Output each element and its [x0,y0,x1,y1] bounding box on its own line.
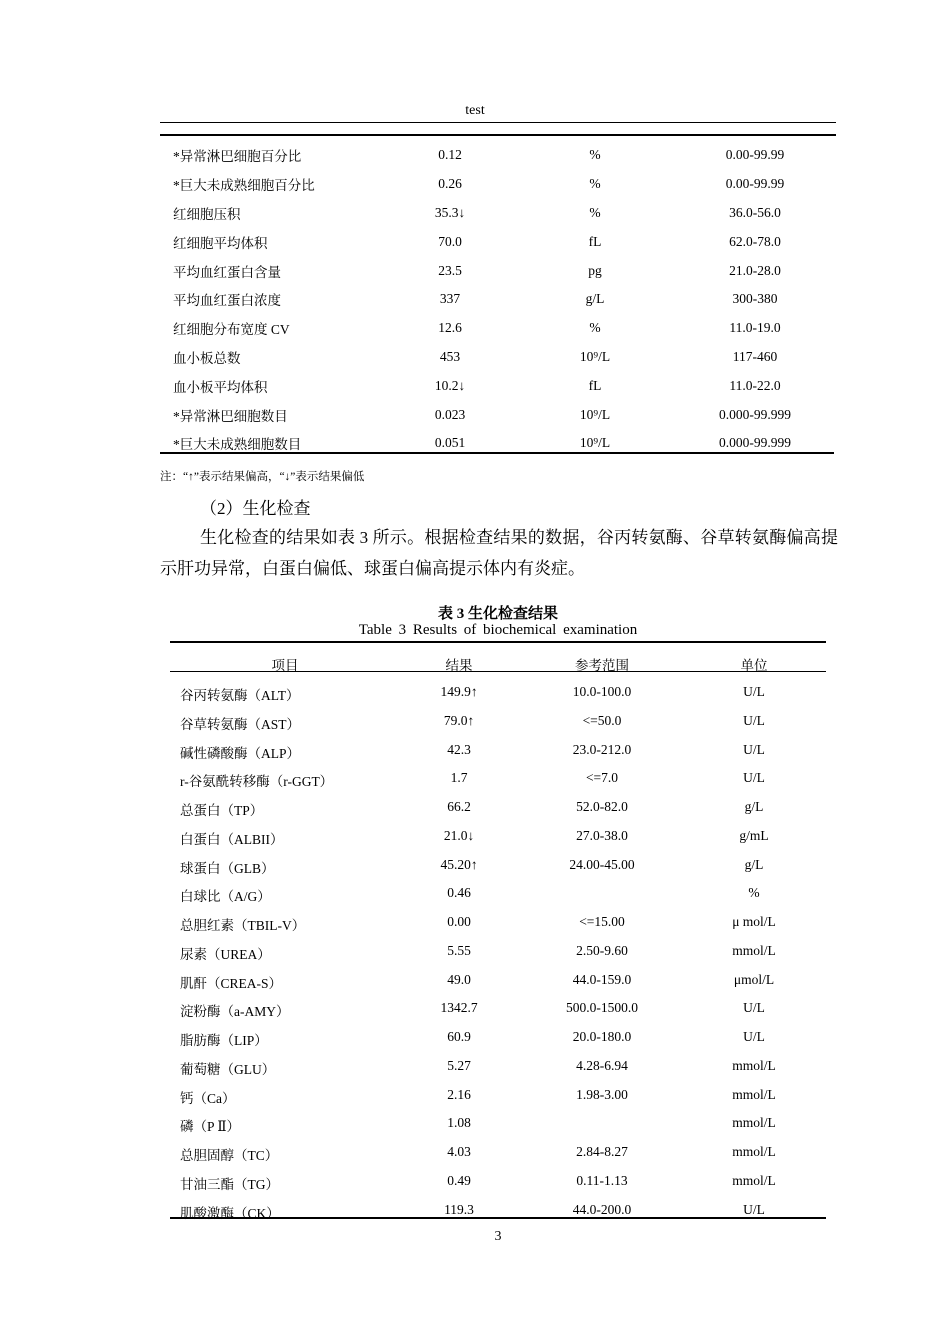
header-range: 参考范围 [575,658,629,673]
cell-unit: % [748,885,760,901]
table-row [160,314,836,343]
cell-name: *巨大未成熟细胞数目 [173,437,302,453]
table3-caption-en: Table 3 Results of biochemical examination [358,622,638,638]
cell-result: 21.0↓ [443,827,475,843]
table3-bottom-rule [170,1217,826,1219]
cell-unit: fL [588,233,602,249]
cell-result: 1.08 [447,1115,471,1131]
cell-name: 平均血红蛋白浓度 [173,293,281,309]
cell-range: 1.98-3.00 [576,1086,628,1102]
table-row [160,141,836,170]
cell-value: 0.051 [434,435,466,451]
table-row [170,822,826,851]
cell-value: 35.3↓ [434,204,466,220]
header-rule [160,122,836,123]
cell-range: 11.0-22.0 [729,377,781,393]
cell-range: 23.0-212.0 [572,741,632,757]
cell-value: 453 [439,348,461,364]
cell-unit: mmol/L [732,1057,776,1073]
table-row [170,966,826,995]
cell-unit: U/L [743,684,765,699]
cell-range: 27.0-38.0 [576,827,628,843]
cell-result: 49.0 [447,971,471,987]
cell-unit: U/L [743,741,765,757]
cell-value: 70.0 [438,233,462,249]
cell-unit: μmol/L [733,971,775,987]
cell-item: 钙（Ca） [180,1090,236,1106]
cell-value: 337 [439,291,461,307]
cell-unit: 10⁹/L [579,406,611,422]
cell-result: 5.27 [447,1057,471,1073]
header-result: 结果 [445,658,473,673]
table-row [170,1138,826,1167]
cell-name: 红细胞压积 [173,206,241,222]
cell-item: 总胆红素（TBIL-V） [180,918,306,933]
page-number: 3 [494,1229,502,1244]
cell-unit: mmol/L [732,1172,776,1188]
table-row [170,1196,826,1225]
cell-range: 0.000-99.999 [719,406,791,422]
cell-item: 白球比（A/G） [180,889,271,905]
table-row [170,937,826,966]
table1-note: 注：“↑”表示结果偏高，“↓”表示结果偏低 [160,471,365,483]
cell-unit: % [589,320,601,336]
cell-unit: g/L [744,799,764,814]
cell-result: 0.46 [447,885,471,901]
page-header: test [465,103,485,118]
cell-result: 79.0↑ [443,712,475,728]
cell-unit: mmol/L [732,942,776,958]
cell-item: 谷草转氨酶（AST） [180,716,301,732]
cell-result: 1342.7 [440,1000,478,1016]
cell-result: 0.00 [447,914,471,929]
cell-result: 2.16 [447,1086,471,1102]
cell-item: 磷（P Ⅱ） [180,1119,241,1135]
cell-name: *异常淋巴细胞百分比 [173,149,302,165]
cell-result: 4.03 [447,1144,471,1159]
table1-body [160,141,836,458]
table3-top-rule [170,641,826,643]
cell-range: 44.0-159.0 [572,971,632,987]
cell-value: 0.023 [434,406,466,422]
cell-unit: % [589,176,601,192]
cell-result: 1.7 [450,770,468,786]
cell-name: *异常淋巴细胞数目 [173,408,288,424]
table-row [170,994,826,1023]
cell-value: 0.26 [438,176,462,192]
cell-item: 葡萄糖（GLU） [180,1061,276,1077]
cell-value: 23.5 [438,262,462,278]
cell-unit: pg [588,262,602,278]
cell-item: 肌酸激酶（CK） [180,1205,280,1221]
table-row [170,1081,826,1110]
cell-unit: U/L [743,1029,765,1044]
cell-unit: mmol/L [732,1115,776,1131]
cell-range: 44.0-200.0 [572,1201,632,1217]
cell-unit: μ mol/L [732,914,776,929]
table-row [160,227,836,256]
table-row [160,400,836,429]
table-row [170,1052,826,1081]
cell-unit: U/L [743,770,765,786]
cell-result: 60.9 [447,1029,471,1044]
header-unit: 单位 [740,658,768,673]
cell-range: 10.0-100.0 [572,684,632,699]
cell-range: 2.50-9.60 [576,942,628,958]
table-row [170,678,826,707]
cell-range: 300-380 [732,291,778,307]
cell-range: 52.0-82.0 [576,799,628,814]
cell-unit: % [589,147,601,163]
table-row [170,736,826,765]
cell-result: 0.49 [447,1172,471,1188]
cell-unit: 10⁹/L [579,348,611,364]
cell-range: 24.00-45.00 [569,856,635,872]
table3-header-row [170,654,826,672]
cell-item: 碱性磷酸酶（ALP） [180,745,301,761]
cell-range: <=50.0 [582,712,622,728]
cell-unit: mmol/L [732,1086,776,1102]
cell-name: *巨大未成熟细胞百分比 [173,178,315,194]
cell-item: 肌酐（CREA-S） [180,975,283,991]
cell-unit: g/mL [739,827,769,843]
cell-unit: U/L [743,1201,765,1217]
cell-item: 总胆固醇（TC） [180,1148,279,1163]
cell-name: 平均血红蛋白含量 [173,264,281,280]
table-row [160,199,836,228]
table-row [170,879,826,908]
table-row [170,793,826,822]
cell-range: <=7.0 [585,770,619,786]
table-row [160,256,836,285]
cell-item: 谷丙转氨酶（ALT） [180,688,300,703]
cell-unit: fL [588,377,602,393]
cell-item: 甘油三酯（TG） [180,1176,279,1192]
cell-range: 21.0-28.0 [729,262,781,278]
cell-item: 球蛋白（GLB） [180,860,275,876]
cell-unit: U/L [743,1000,765,1016]
table-row [160,170,836,199]
cell-unit: U/L [743,712,765,728]
section-paragraph: 生化检查的结果如表 3 所示。根据检查结果的数据，谷丙转氨酶、谷草转氨酶偏高提示肝功异常，白蛋白偏低、球蛋白偏高提示体内有炎症。 [160,528,838,578]
cell-value: 10.2↓ [434,377,466,393]
cell-range: 0.000-99.999 [719,435,791,451]
cell-name: 血小板平均体积 [173,379,268,395]
cell-range: 117-460 [732,348,778,364]
section-heading: （2）生化检查 [200,499,311,518]
cell-item: 脂肪酶（LIP） [180,1033,268,1048]
cell-range: 500.0-1500.0 [566,1000,638,1016]
table-row [170,1023,826,1052]
cell-name: 血小板总数 [173,350,241,366]
cell-result: 42.3 [447,741,471,757]
table-row [160,285,836,314]
cell-item: 白蛋白（ALBII） [180,831,284,847]
cell-value: 12.6 [438,320,462,336]
cell-range: 20.0-180.0 [572,1029,632,1044]
table-row [170,908,826,937]
header-item: 项目 [271,658,299,673]
cell-unit: g/L [585,291,605,307]
table-row [170,1167,826,1196]
cell-unit: 10⁹/L [579,435,611,451]
cell-unit: % [589,204,601,220]
cell-result: 45.20↑ [440,856,478,872]
cell-range: 2.84-8.27 [576,1144,628,1159]
table-row [170,851,826,880]
cell-range: 62.0-78.0 [729,233,781,249]
cell-range: 11.0-19.0 [729,320,781,336]
cell-result: 5.55 [447,942,471,958]
cell-value: 0.12 [438,147,462,163]
cell-range: 4.28-6.94 [576,1057,628,1073]
cell-range: 0.00-99.99 [725,147,785,163]
table-row [170,707,826,736]
cell-range: <=15.00 [579,914,625,929]
table-row [160,371,836,400]
cell-range: 0.00-99.99 [725,176,785,192]
cell-name: 红细胞分布宽度 CV [173,322,290,338]
table3-body [170,678,826,1224]
table-row [160,343,836,372]
table1-top-rule [160,134,836,136]
cell-result: 119.3 [444,1201,474,1217]
table-row [170,764,826,793]
cell-result: 66.2 [447,799,471,814]
cell-result: 149.9↑ [440,684,478,699]
table1-bottom-rule [160,452,834,454]
cell-name: 红细胞平均体积 [173,235,268,251]
cell-item: 淀粉酶（a-AMY） [180,1004,290,1020]
cell-item: 尿素（UREA） [180,946,271,962]
cell-item: 总蛋白（TP） [180,803,264,818]
cell-range: 0.11-1.13 [576,1172,628,1188]
table-row [170,1109,826,1138]
table3-header-rule [170,671,826,672]
table3-caption-cn: 表 3 生化检查结果 [437,606,558,622]
cell-range: 36.0-56.0 [729,204,781,220]
cell-unit: g/L [744,856,764,872]
cell-unit: mmol/L [732,1144,776,1159]
cell-item: r-谷氨酰转移酶（r-GGT） [180,774,334,790]
